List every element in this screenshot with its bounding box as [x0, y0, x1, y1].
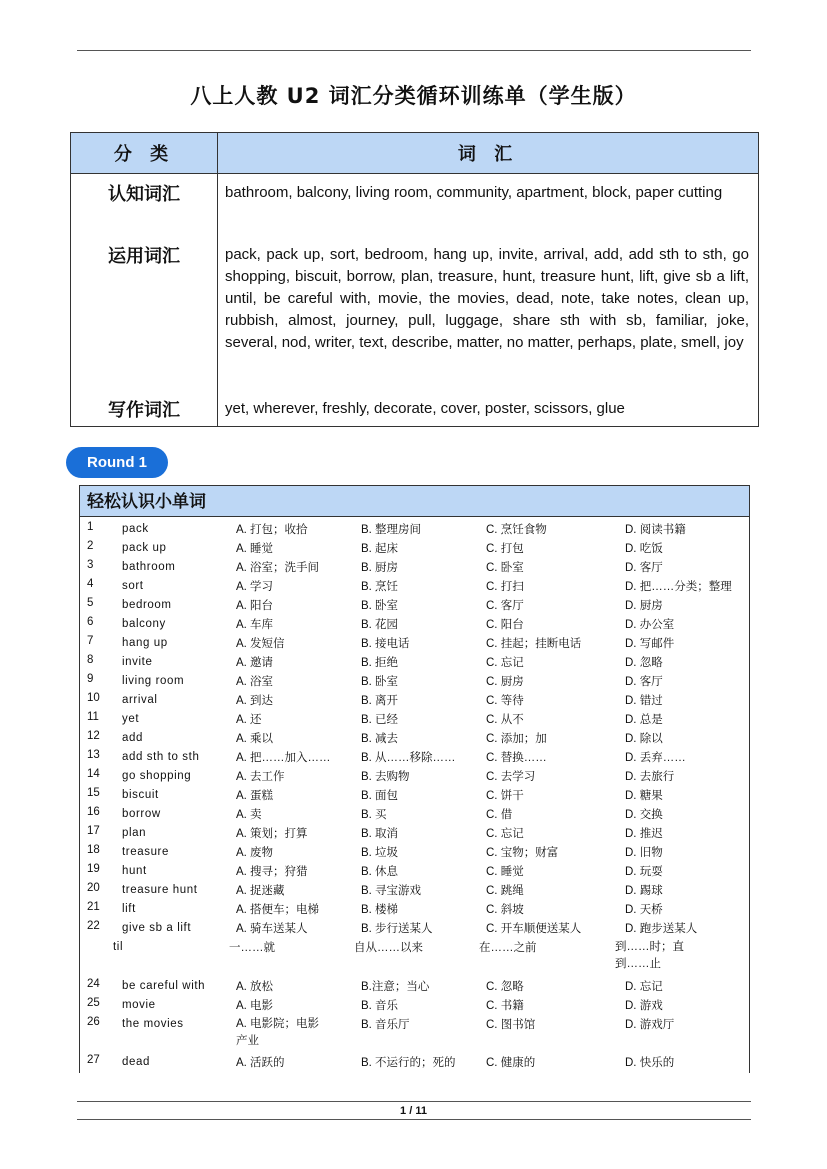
option-d: D. 忽略 [625, 657, 663, 669]
question-word: add sth to sth [122, 751, 200, 763]
option-c: C. 挂起；挂断电话 [486, 638, 582, 650]
option-b: B. 卧室 [361, 676, 399, 688]
question-number: 21 [87, 901, 100, 913]
option-a: A. 邀请 [236, 657, 274, 669]
option-d: D. 跑步送某人 [625, 923, 698, 935]
option-d: D. 去旅行 [625, 771, 675, 783]
question-number: 12 [87, 730, 100, 742]
question-word: pack up [122, 542, 167, 554]
question-word: the movies [122, 1018, 184, 1030]
option-c: C. 宝物；财富 [486, 847, 559, 859]
question-word: invite [122, 656, 153, 668]
option-c: 在……之前 [479, 942, 537, 954]
option-b: B. 不运行的；死的 [361, 1057, 456, 1069]
option-d: D. 把……分类；整理 [625, 581, 732, 593]
question-row [80, 635, 749, 654]
option-c: C. 烹饪食物 [486, 524, 547, 536]
question-row [80, 1054, 749, 1073]
option-d: D. 快乐的 [625, 1057, 675, 1069]
question-word: borrow [122, 808, 161, 820]
option-c: C. 跳绳 [486, 885, 524, 897]
question-word: hang up [122, 637, 168, 649]
question-number: 4 [87, 578, 94, 590]
question-word: treasure [122, 846, 169, 858]
option-d: D. 交换 [625, 809, 663, 821]
option-d: D. 客厅 [625, 676, 663, 688]
question-row [80, 654, 749, 673]
option-a: A. 蛋糕 [236, 790, 274, 802]
question-word: add [122, 732, 143, 744]
question-row [80, 882, 749, 901]
question-row [80, 749, 749, 768]
option-d: D. 游戏厅 [625, 1019, 675, 1031]
question-number: 27 [87, 1054, 100, 1066]
option-a: A. 策划；打算 [236, 828, 308, 840]
option-c: C. 睡觉 [486, 866, 524, 878]
option-b: B. 拒绝 [361, 657, 399, 669]
option-a: A. 捉迷藏 [236, 885, 285, 897]
option-c: C. 借 [486, 809, 513, 821]
option-a: 一……就 [229, 942, 275, 954]
category-name: 写作词汇 [71, 390, 218, 427]
option-a: A. 车库 [236, 619, 274, 631]
option-c: C. 开车顺便送某人 [486, 923, 582, 935]
option-a: A. 打包；收拾 [236, 524, 308, 536]
option-a: A. 废物 [236, 847, 274, 859]
question-word: balcony [122, 618, 166, 630]
option-b: B. 起床 [361, 543, 399, 555]
question-word: bathroom [122, 561, 176, 573]
option-b: B. 整理房间 [361, 524, 422, 536]
option-b: B. 花园 [361, 619, 399, 631]
option-a: A. 到达 [236, 695, 274, 707]
option-d: D. 阅读书籍 [625, 524, 686, 536]
option-d: D. 天桥 [625, 904, 663, 916]
option-c: C. 从不 [486, 714, 524, 726]
option-d: 到……时；直到……止 [615, 941, 684, 970]
quiz-section [79, 485, 750, 1073]
option-c: C. 书籍 [486, 1000, 524, 1012]
question-number: 11 [87, 711, 99, 723]
category-words: yet, wherever, freshly, decorate, cover, poster, scissors, glue [218, 390, 759, 427]
category-words: bathroom, balcony, living room, community, apartment, block, paper cutting [218, 174, 759, 237]
option-c: C. 厨房 [486, 676, 524, 688]
question-number: 5 [87, 597, 94, 609]
option-b: B. 厨房 [361, 562, 399, 574]
option-c: C. 添加；加 [486, 733, 547, 745]
option-c: C. 图书馆 [486, 1019, 536, 1031]
table-row [71, 174, 759, 237]
question-word: sort [122, 580, 144, 592]
header-category: 分 类 [71, 133, 218, 174]
question-word: dead [122, 1056, 150, 1068]
option-d: D. 吃饭 [625, 543, 663, 555]
question-word: hunt [122, 865, 147, 877]
option-b: B. 寻宝游戏 [361, 885, 422, 897]
question-row [80, 787, 749, 806]
option-c: C. 忘记 [486, 657, 524, 669]
question-row [80, 540, 749, 559]
option-d: D. 丢弃…… [625, 752, 686, 764]
page-title: 八上人教 U2 词汇分类循环训练单（学生版） [190, 84, 637, 108]
question-number: 9 [87, 673, 94, 685]
question-row [80, 673, 749, 692]
category-name: 认知词汇 [71, 174, 218, 237]
option-d: D. 推迟 [625, 828, 663, 840]
table-row [71, 236, 759, 390]
round-badge: Round 1 [66, 447, 168, 478]
option-c: C. 打扫 [486, 581, 524, 593]
option-c: C. 卧室 [486, 562, 524, 574]
option-a: A. 睡觉 [236, 543, 274, 555]
question-number: 22 [87, 920, 100, 932]
question-number: 13 [87, 749, 100, 761]
option-a: A. 活跃的 [236, 1057, 285, 1069]
question-row [80, 578, 749, 597]
option-d: D. 办公室 [625, 619, 675, 631]
question-row [80, 768, 749, 787]
header-words: 词 汇 [218, 133, 759, 174]
option-c: C. 健康的 [486, 1057, 536, 1069]
option-c: C. 等待 [486, 695, 524, 707]
question-number: 14 [87, 768, 100, 780]
option-d: D. 客厅 [625, 562, 663, 574]
option-c: C. 忘记 [486, 828, 524, 840]
option-a: A. 阳台 [236, 600, 274, 612]
footer-rule [77, 1119, 751, 1120]
question-number: 8 [87, 654, 94, 666]
question-number: 6 [87, 616, 94, 628]
question-word: living room [122, 675, 185, 687]
option-c: C. 客厅 [486, 600, 524, 612]
question-row [80, 920, 749, 939]
option-d: D. 忘记 [625, 981, 663, 993]
option-c: C. 阳台 [486, 619, 524, 631]
question-number: 18 [87, 844, 100, 856]
option-a: A. 骑车送某人 [236, 923, 308, 935]
question-number: 16 [87, 806, 100, 818]
option-b: B. 烹饪 [361, 581, 399, 593]
option-b: B. 垃圾 [361, 847, 399, 859]
option-d: D. 玩耍 [625, 866, 663, 878]
option-b: B. 卧室 [361, 600, 399, 612]
question-number: 25 [87, 997, 100, 1009]
category-name: 运用词汇 [71, 236, 218, 390]
section-title: 轻松认识小单词 [80, 485, 749, 517]
question-word: arrival [122, 694, 158, 706]
option-b: B. 步行送某人 [361, 923, 433, 935]
option-d: D. 错过 [625, 695, 663, 707]
option-c: C. 打包 [486, 543, 524, 555]
question-row [80, 844, 749, 863]
option-a: A. 放松 [236, 981, 274, 993]
option-b: B. 已经 [361, 714, 399, 726]
option-a: A. 卖 [236, 809, 262, 821]
option-d: D. 除以 [625, 733, 663, 745]
table-row [71, 390, 759, 427]
option-b: B. 面包 [361, 790, 399, 802]
option-c: C. 替换…… [486, 752, 547, 764]
question-word: bedroom [122, 599, 172, 611]
question-number: 10 [87, 692, 100, 704]
question-number: 7 [87, 635, 94, 647]
option-a: A. 浴室；洗手间 [236, 562, 320, 574]
question-word: treasure hunt [122, 884, 198, 896]
question-row [80, 616, 749, 635]
question-word: pack [122, 523, 149, 535]
question-row [80, 825, 749, 844]
question-number: 19 [87, 863, 100, 875]
question-row [80, 692, 749, 711]
question-row [80, 863, 749, 882]
question-row [80, 997, 749, 1016]
option-a: A. 乘以 [236, 733, 274, 745]
question-row [80, 711, 749, 730]
option-a: A. 搜寻；狩猎 [236, 866, 308, 878]
question-row [80, 806, 749, 825]
option-c: C. 去学习 [486, 771, 536, 783]
option-a: A. 发短信 [236, 638, 285, 650]
option-a: A. 还 [236, 714, 262, 726]
option-b: 自从……以来 [354, 942, 423, 954]
option-b: B. 音乐 [361, 1000, 399, 1012]
option-d: D. 厨房 [625, 600, 663, 612]
question-word: plan [122, 827, 147, 839]
option-b: B.注意；当心 [361, 981, 430, 993]
option-d: D. 写邮件 [625, 638, 675, 650]
option-b: B. 楼梯 [361, 904, 399, 916]
question-number: 2 [87, 540, 94, 552]
question-number: 24 [87, 978, 100, 990]
option-a: A. 电影 [236, 1000, 274, 1012]
option-b: B. 取消 [361, 828, 399, 840]
option-b: B. 买 [361, 809, 387, 821]
option-b: B. 离开 [361, 695, 399, 707]
question-row [80, 901, 749, 920]
question-list [80, 521, 749, 1073]
question-row [80, 939, 749, 978]
option-d: D. 游戏 [625, 1000, 663, 1012]
option-a: A. 搭便车；电梯 [236, 904, 320, 916]
option-c: C. 饼干 [486, 790, 524, 802]
option-b: B. 接电话 [361, 638, 410, 650]
question-number: 15 [87, 787, 100, 799]
question-row [80, 521, 749, 540]
option-b: B. 休息 [361, 866, 399, 878]
question-number: 1 [87, 521, 94, 533]
option-a: A. 电影院；电影产业 [236, 1018, 320, 1047]
question-word: yet [122, 713, 140, 725]
question-word: movie [122, 999, 156, 1011]
option-a: A. 浴室 [236, 676, 274, 688]
option-b: B. 减去 [361, 733, 399, 745]
question-word: til [113, 941, 124, 953]
category-words: pack, pack up, sort, bedroom, hang up, invite, arrival, add, add sth to sth, go shopping, biscuit, borrow, plan, treasure, hunt, treasure hunt, lift, give sb a lift, until, be careful with, movie, the movies, dead, note, take notes, clean up, rubbish, almost, journey, pull, luggage, share sth with sb, familiar, joke, several, nod, writer, text, describe, matter, no matter, perhaps, plate, smell, joy [218, 236, 759, 390]
option-a: A. 学习 [236, 581, 274, 593]
question-word: biscuit [122, 789, 159, 801]
question-number: 20 [87, 882, 100, 894]
question-number: 3 [87, 559, 94, 571]
option-a: A. 把……加入…… [236, 752, 331, 764]
option-d: D. 总是 [625, 714, 663, 726]
question-number: 17 [87, 825, 100, 837]
question-row [80, 559, 749, 578]
question-row [80, 730, 749, 749]
question-word: be careful with [122, 980, 206, 992]
question-row [80, 978, 749, 997]
question-word: lift [122, 903, 136, 915]
option-c: C. 忽略 [486, 981, 524, 993]
option-d: D. 踢球 [625, 885, 663, 897]
question-row [80, 1016, 749, 1054]
question-word: give sb a lift [122, 922, 192, 934]
option-b: B. 从……移除…… [361, 752, 456, 764]
question-number: 26 [87, 1016, 100, 1028]
vocabulary-category-table [70, 132, 759, 427]
option-c: C. 斜坡 [486, 904, 524, 916]
page-number: 1 / 11 [400, 1105, 427, 1117]
option-a: A. 去工作 [236, 771, 285, 783]
option-d: D. 糖果 [625, 790, 663, 802]
question-row [80, 597, 749, 616]
footer-rule [77, 1101, 751, 1102]
table-header-row [71, 133, 759, 174]
header-rule [77, 50, 751, 51]
question-word: go shopping [122, 770, 192, 782]
option-b: B. 音乐厅 [361, 1019, 410, 1031]
option-d: D. 旧物 [625, 847, 663, 859]
option-b: B. 去购物 [361, 771, 410, 783]
